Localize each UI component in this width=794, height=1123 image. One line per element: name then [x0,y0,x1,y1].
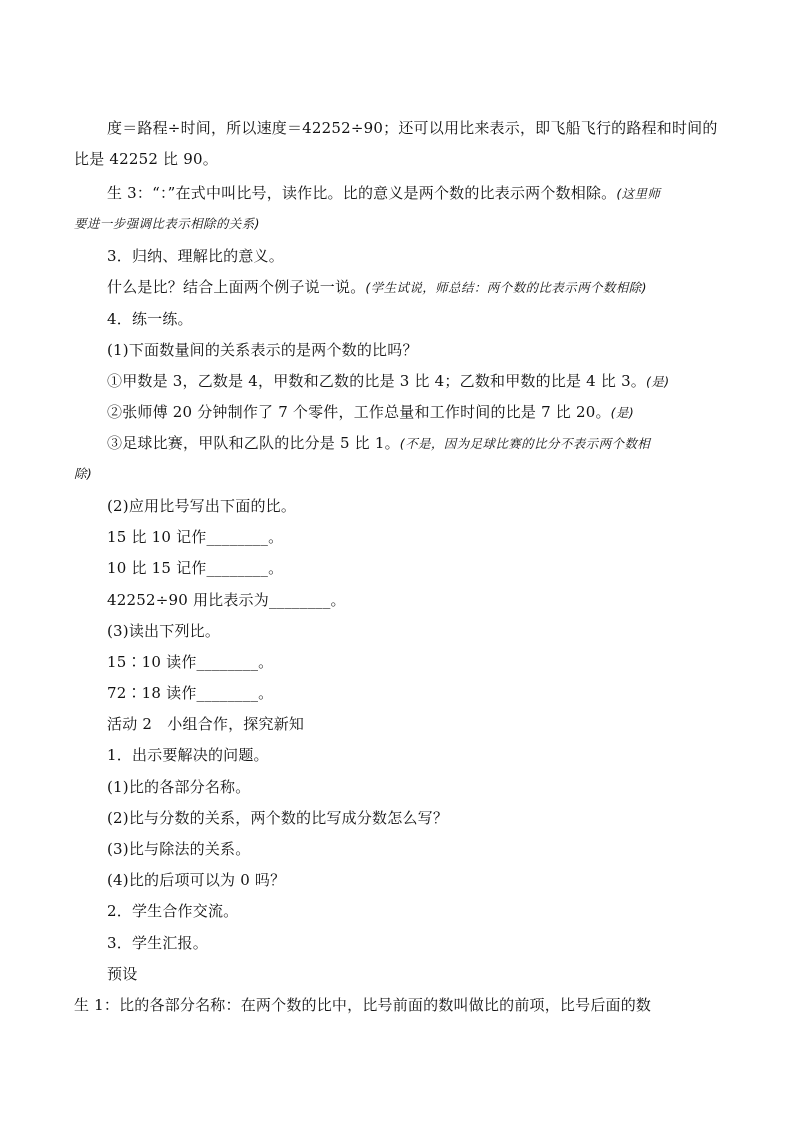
exercise-heading: (2)应用比号写出下面的比。 [107,497,297,515]
exercise-item [107,371,719,392]
fill-blank-item: 15∶10 读作________。 [107,653,274,671]
exercise-item [107,402,719,423]
answer-note: (不是，因为足球比赛的比分不表示两个数相 [399,436,651,451]
fill-blank-item: 15 比 10 记作________。 [107,528,284,546]
teacher-note: (这里师 [616,186,661,201]
exercise-text: ①甲数是 3，乙数是 4，甲数和乙数的比是 3 比 4；乙数和甲数的比是 4 比 3。 [107,372,647,390]
paragraph-line [107,277,719,298]
paragraph-line: 度＝路程÷时间，所以速度＝42252÷90；还可以用比来表示，即飞船飞行的路程和时间的 [107,119,718,137]
paragraph-line: 生 1：比的各部分名称：在两个数的比中，比号前面的数叫做比的前项，比号后面的数 [74,996,652,1014]
exercise-heading: (3)读出下列比。 [107,622,221,640]
exercise-heading: (1)下面数量间的关系表示的是两个数的比吗？ [107,341,418,359]
section-step: 2．学生合作交流。 [107,902,239,920]
section-step: 3．归纳、理解比的意义。 [107,247,284,265]
student-answer-text: 生 3：“：”在式中叫比号，读作比。比的意义是两个数的比表示两个数相除。 [107,184,617,202]
question-text: 什么是比？结合上面两个例子说一说。 [107,278,366,296]
fill-blank-item: 42252÷90 用比表示为________。 [107,591,346,609]
paragraph-line [107,183,719,204]
question-item: (1)比的各部分名称。 [107,778,251,796]
fill-blank-item: 10 比 15 记作________。 [107,559,284,577]
question-item: (3)比与除法的关系。 [107,840,251,858]
teacher-note: 要进一步强调比表示相除的关系) [74,216,260,231]
fill-blank-item: 72∶18 读作________。 [107,684,274,702]
exercise-text: ③足球比赛，甲队和乙队的比分是 5 比 1。 [107,434,400,452]
preset-label: 预设 [107,965,138,983]
exercise-item [107,433,719,454]
paragraph-line: 比是 42252 比 90。 [74,150,218,168]
question-item: (4)比的后项可以为 0 吗？ [107,871,286,889]
question-item: (2)比与分数的关系，两个数的比写成分数怎么写？ [107,809,449,827]
exercise-text: ②张师傅 20 分钟制作了 7 个零件，工作总量和工作时间的比是 7 比 20。 [107,403,611,421]
answer-note: (是) [646,374,670,389]
activity-heading: 活动 2 小组合作，探究新知 [107,715,305,733]
answer-note: 除) [74,466,93,481]
teacher-note: (学生试说，师总结：两个数的比表示两个数相除) [365,280,647,295]
answer-note: (是) [610,405,635,420]
section-step: 4．练一练。 [107,310,193,328]
section-step: 1．出示要解决的问题。 [107,746,269,764]
section-step: 3．学生汇报。 [107,934,208,952]
